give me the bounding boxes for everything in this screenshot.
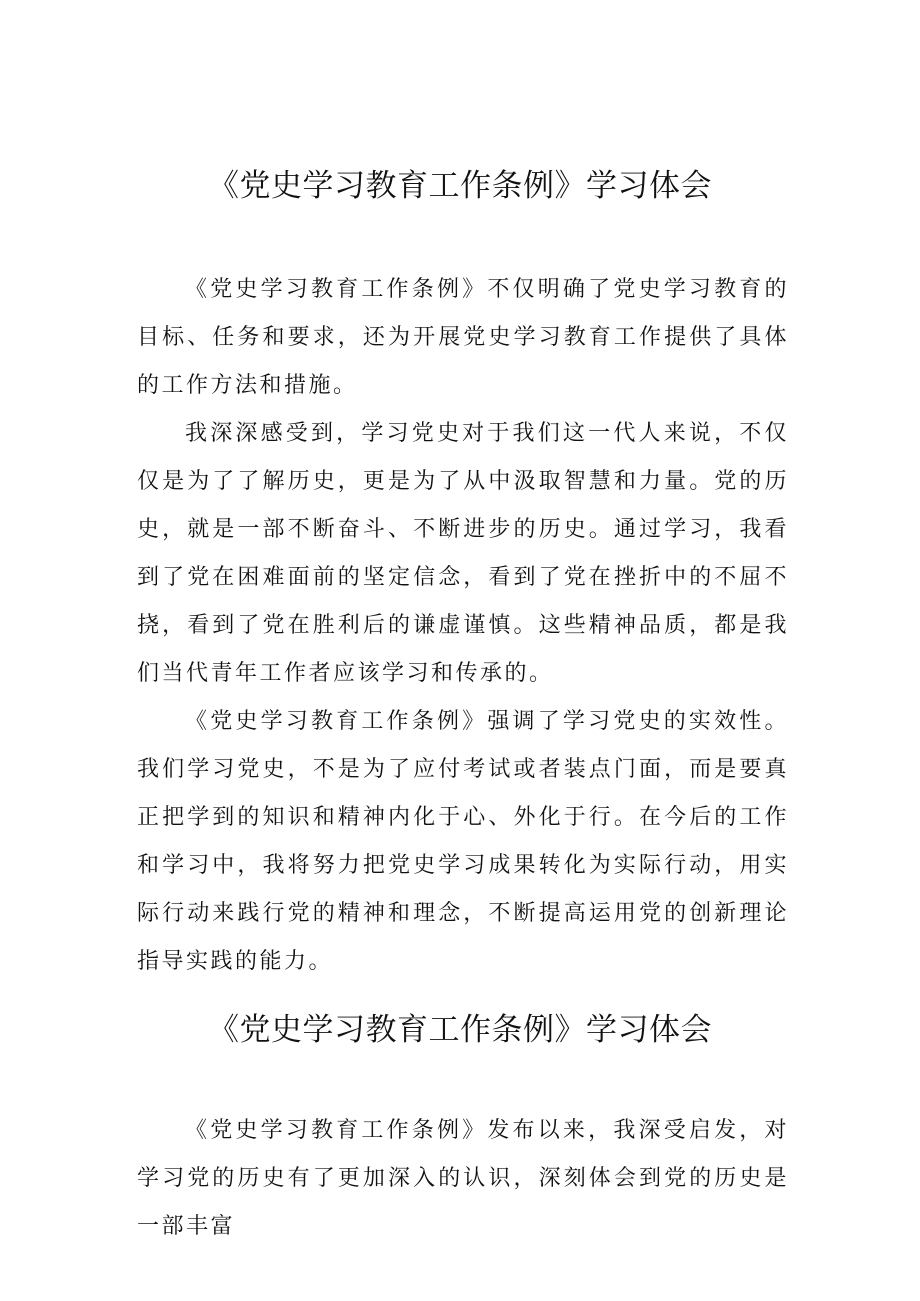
body-paragraph: 《党史学习教育工作条例》发布以来，我深受启发，对学习党的历史有了更加深入的认识，深刻体会到党的历史是一部丰富: [137, 1118, 789, 1239]
body-paragraph: 我深深感受到，学习党史对于我们这一代人来说，不仅仅是为了了解历史，更是为了从中汲取智慧和力量。党的历史，就是一部不断奋斗、不断进步的历史。通过学习，我看到了党在困难面前的坚定信念，看到了党在挫折中的不屈不挠，看到了党在胜利后的谦虚谨慎。这些精神品质，都是我们当代青年工作者应该学习和传承的。: [137, 421, 789, 686]
body-paragraph: 《党史学习教育工作条例》强调了学习党史的实效性。我们学习党史，不是为了应付考试或者装点门面，而是要真正把学到的知识和精神内化于心、外化于行。在今后的工作和学习中，我将努力把党史学习成果转化为实际行动，用实际行动来践行党的精神和理念，不断提高运用党的创新理论指导实践的能力。: [137, 709, 789, 974]
body-paragraph: 《党史学习教育工作条例》不仅明确了党史学习教育的目标、任务和要求，还为开展党史学习教育工作提供了具体的工作方法和措施。: [137, 277, 789, 398]
document-title: 《党史学习教育工作条例》学习体会: [208, 168, 712, 204]
document-title: 《党史学习教育工作条例》学习体会: [208, 1012, 712, 1048]
